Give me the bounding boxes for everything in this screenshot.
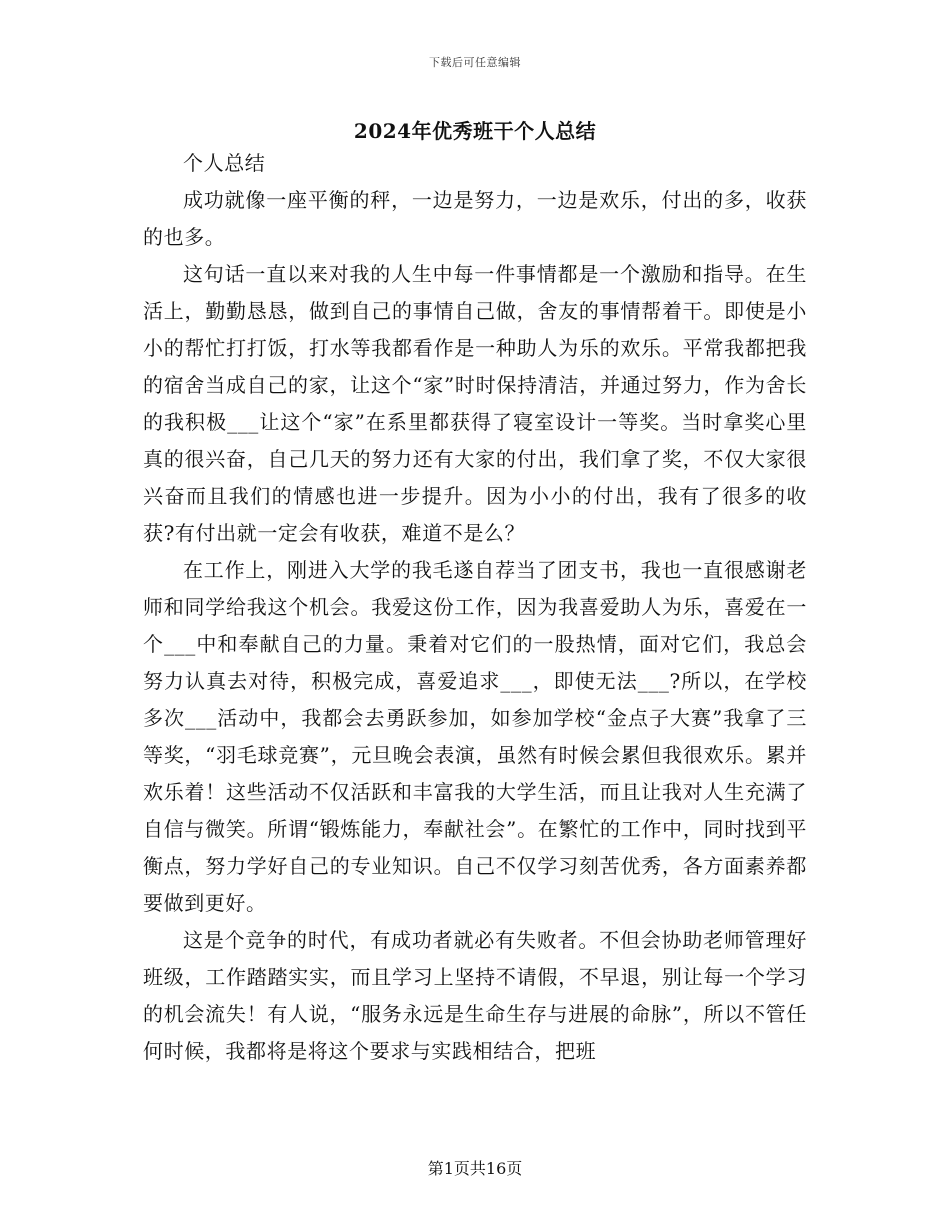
page-number: 第1页共16页 bbox=[427, 1159, 523, 1178]
paragraph: 这句话一直以来对我的人生中每一件事情都是一个激励和指导。在生活上，勤勤恳恳，做到自己的事情自己做，舍友的事情帮着干。即使是小小的帮忙打打饭，打水等我都看作是一种助人为乐的欢乐。平常我都把我的宿舍当成自己的家，让这个“家”时时保持清洁，并通过努力，作为舍长的我积极___让这个“家”在系里都获得了寝室设计一等奖。当时拿奖心里真的很兴奋，自己几天的努力还有大家的付出，我们拿了奖，不仅大家很兴奋而且我们的情感也进一步提升。因为小小的付出，我有了很多的收获?有付出就一定会有收获，难道不是么？ bbox=[143, 262, 807, 545]
paragraph: 在工作上，刚进入大学的我毛遂自荐当了团支书，我也一直很感谢老师和同学给我这个机会。我爱这份工作，因为我喜爱助人为乐，喜爱在一个___中和奉献自己的力量。秉着对它们的一股热情，面对它们，我总会努力认真去对待，积极完成，喜爱追求___，即使无法___?所以，在学校多次___活动中，我都会去勇跃参加，如参加学校“金点子大赛”我拿了三等奖，“羽毛球竞赛”，元旦晚会表演，虽然有时候会累但我很欢乐。累并欢乐着！这些活动不仅活跃和丰富我的大学生活，而且让我对人生充满了自信与微笑。所谓“锻炼能力，奉献社会”。在繁忙的工作中，同时找到平衡点，努力学好自己的专业知识。自己不仅学习刻苦优秀，各方面素养都要做到更好。 bbox=[143, 558, 807, 915]
paragraph: 这是个竞争的时代，有成功者就必有失败者。不但会协助老师管理好班级，工作踏踏实实，而且学习上坚持不请假，不早退，别让每一个学习的机会流失！有人说，“服务永远是生命生存与进展的命脉”，所以不管任何时候，我都将是将这个要求与实践相结合，把班 bbox=[143, 928, 807, 1063]
header-note: 下载后可任意编辑 bbox=[429, 56, 521, 69]
document-body bbox=[143, 145, 807, 1070]
paragraph-heading: 个人总结 bbox=[183, 151, 266, 175]
paragraph: 成功就像一座平衡的秤，一边是努力，一边是欢乐，付出的多，收获的也多。 bbox=[143, 188, 807, 249]
document-title: 2024年优秀班干个人总结 bbox=[353, 119, 597, 143]
